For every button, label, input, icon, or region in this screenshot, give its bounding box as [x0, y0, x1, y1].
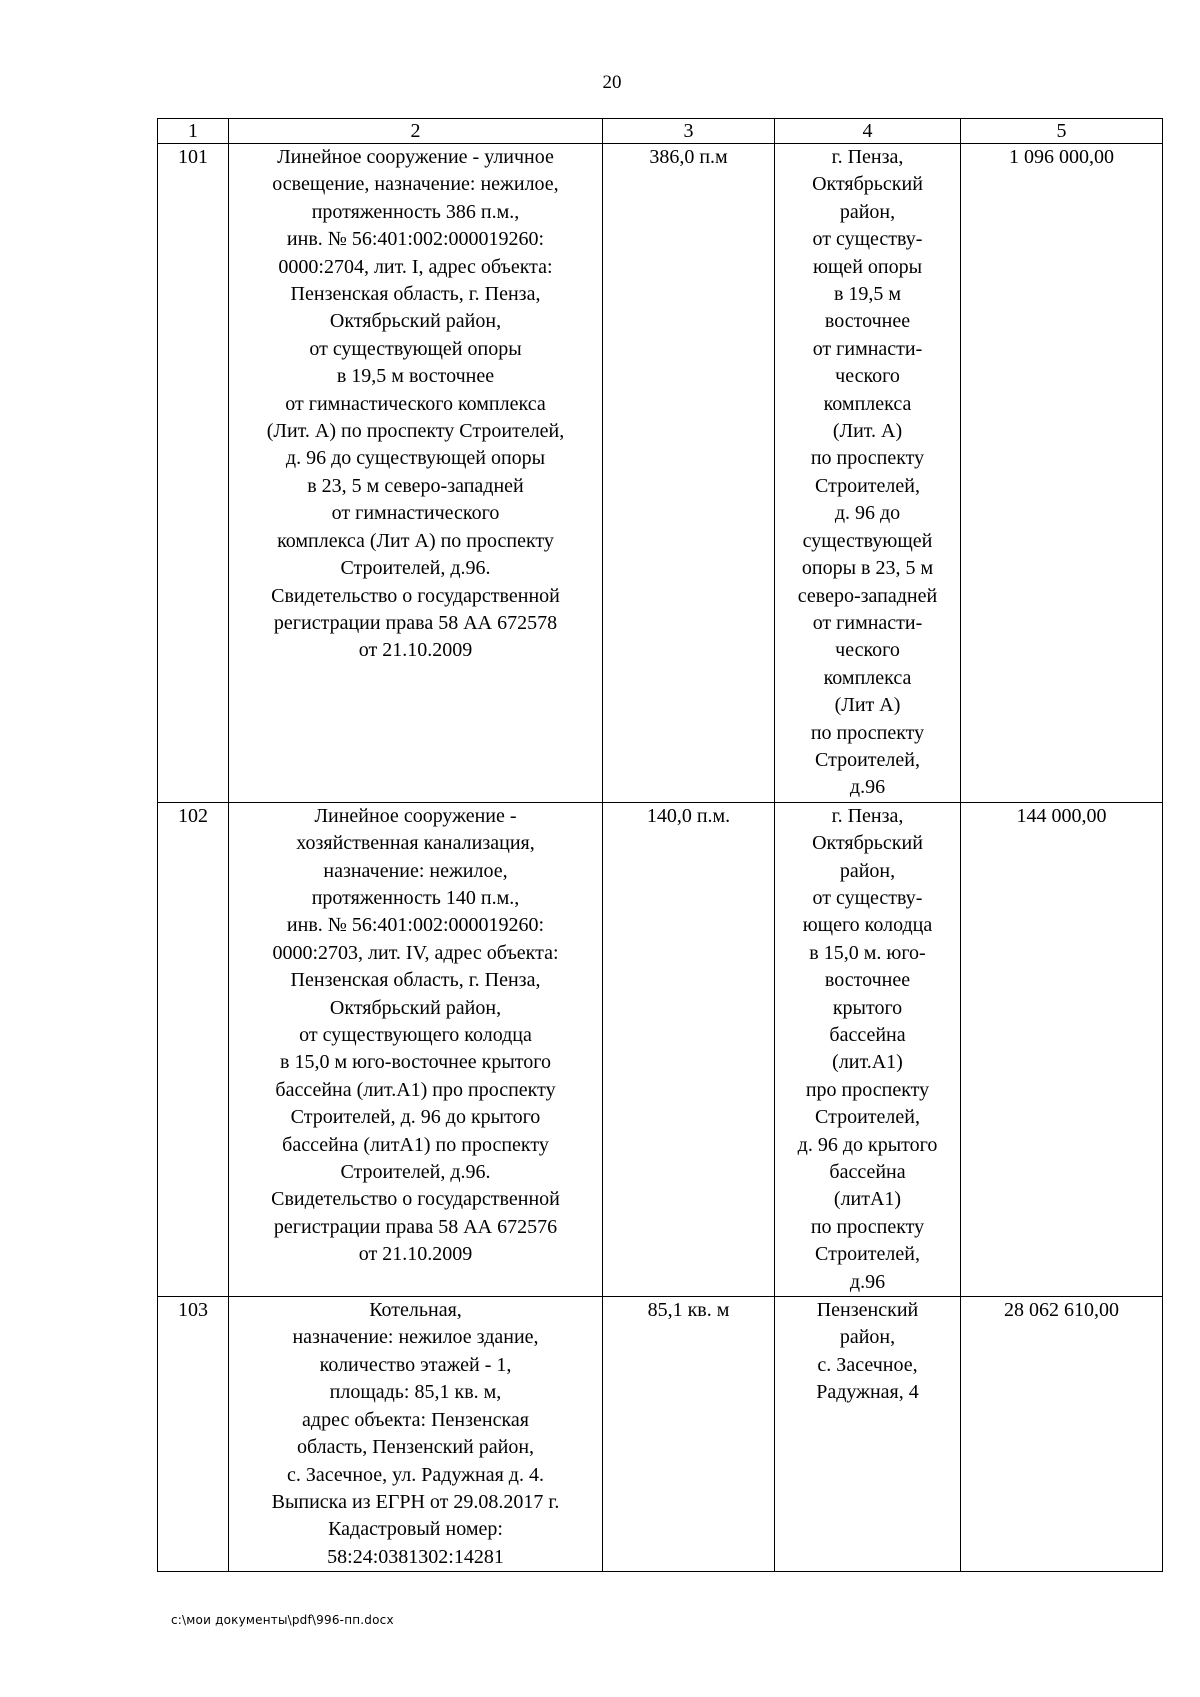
location-cell-line: по проспекту	[810, 721, 925, 744]
location-cell-line: в 19,5 м	[833, 283, 902, 306]
description-cell-line: от гимнастического	[331, 502, 500, 525]
footer-file-path: c:\мои документы\pdf\996-пп.docx	[171, 1613, 394, 1627]
location-cell-line: д. 96 до крытого	[797, 1133, 938, 1156]
description-cell-line: д. 96 до существующей опоры	[285, 447, 546, 470]
location-cell-line: от существу-	[812, 228, 923, 251]
location-cell-line: г. Пенза,	[831, 804, 904, 827]
header-col-3: 3	[603, 119, 775, 144]
header-col-1: 1	[158, 119, 229, 144]
location-cell-line: крытого	[832, 996, 903, 1019]
description-cell-line: Строителей, д. 96 до крытого	[290, 1106, 541, 1129]
description-cell-line: Выписка из ЕГРН от 29.08.2017 г.	[271, 1490, 560, 1513]
location-cell-line: (Лит. А)	[832, 420, 903, 443]
description-cell-line: Пензенская область, г. Пенза,	[290, 969, 541, 992]
location-cell-line: ющего колодца	[802, 914, 933, 937]
location-cell-line: Строителей,	[815, 1243, 920, 1266]
size-cell: 386,0 п.м	[603, 144, 775, 803]
location-cell-line: бассейна	[829, 1161, 906, 1184]
location-cell-line: Октябрьский	[812, 173, 923, 196]
location-cell-line: район,	[839, 200, 896, 223]
description-cell-line: инв. № 56:401:002:000019260:	[286, 228, 545, 251]
location-cell-line: Строителей,	[815, 474, 920, 497]
location-cell-line: по проспекту	[810, 1215, 925, 1238]
description-cell-line: в 19,5 м восточнее	[336, 365, 495, 388]
size-cell: 140,0 п.м.	[603, 802, 775, 1296]
description-cell-line: площадь: 85,1 кв. м,	[329, 1381, 502, 1404]
description-cell-line: Октябрьский район,	[329, 996, 502, 1019]
description-cell-line: бассейна (лит.А1) про проспекту	[275, 1078, 556, 1101]
location-cell-line: д.96	[849, 1270, 886, 1293]
description-cell-line: Октябрьский район,	[329, 310, 502, 333]
location-cell-line: от гимнасти-	[812, 611, 923, 634]
location-cell-line: от гимнасти-	[812, 337, 923, 360]
description-cell-line: Линейное сооружение -	[314, 804, 517, 827]
location-cell-line: д.96	[849, 776, 886, 799]
description-cell-line: протяженность 140 п.м.,	[311, 886, 520, 909]
location-cell-line: г. Пенза,	[831, 146, 904, 168]
row-number-cell: 101	[158, 144, 229, 803]
description-cell-line: комплекса (Лит А) по проспекту	[277, 529, 554, 552]
description-cell-line: 0000:2703, лит. IV, адрес объекта:	[272, 941, 559, 964]
row-number-cell: 102	[158, 802, 229, 1296]
description-cell-line: Линейное сооружение - уличное	[277, 146, 554, 168]
description-cell-line: количество этажей - 1,	[319, 1353, 512, 1376]
value-cell: 1 096 000,00	[961, 144, 1163, 803]
description-cell-line: освещение, назначение: нежилое,	[272, 173, 559, 196]
location-cell-line: бассейна	[829, 1024, 906, 1046]
location-cell-line: восточнее	[824, 310, 911, 333]
location-cell-line: Строителей,	[815, 1106, 920, 1129]
header-col-5: 5	[961, 119, 1163, 144]
description-cell	[229, 802, 603, 1296]
description-cell-line: регистрации права 58 АА 672576	[273, 1215, 558, 1238]
location-cell-line: (литА1)	[833, 1188, 902, 1211]
value-cell: 28 062 610,00	[961, 1297, 1163, 1572]
location-cell-line: (Лит А)	[834, 694, 901, 717]
description-cell-line: Котельная,	[369, 1299, 462, 1322]
description-cell-line: 0000:2704, лит. I, адрес объекта:	[278, 255, 553, 278]
description-cell-line: в 15,0 м юго-восточнее крытого	[280, 1051, 551, 1074]
description-cell-line: Строителей, д.96.	[340, 1161, 491, 1184]
location-cell	[775, 1297, 961, 1572]
description-cell	[229, 144, 603, 803]
description-cell-line: инв. № 56:401:002:000019260:	[286, 914, 545, 937]
location-cell	[775, 144, 961, 803]
location-cell-line: район,	[839, 859, 896, 882]
location-cell-line: комплекса	[823, 392, 912, 415]
description-cell-line: Свидетельство о государственной	[271, 584, 560, 607]
description-cell-line: адрес объекта: Пензенская	[302, 1408, 529, 1431]
description-cell-line: от существующей опоры	[309, 337, 522, 360]
description-cell-line: Свидетельство о государственной	[271, 1188, 560, 1211]
table-row	[158, 802, 1163, 1296]
description-cell-line: от 21.10.2009	[358, 1243, 473, 1266]
location-cell-line: восточнее	[824, 969, 911, 992]
header-row	[158, 119, 1163, 144]
description-cell-line: с. Засечное, ул. Радужная д. 4.	[287, 1463, 544, 1486]
location-cell-line: северо-западней	[797, 584, 938, 607]
header-col-4: 4	[775, 119, 961, 144]
location-cell-line: по проспекту	[810, 447, 925, 470]
location-cell-line: Пензенский	[816, 1299, 919, 1322]
page-number: 20	[602, 72, 622, 93]
size-cell: 85,1 кв. м	[603, 1297, 775, 1572]
description-cell-line: область, Пензенский район,	[296, 1436, 535, 1459]
property-table	[157, 118, 1163, 1572]
description-cell-line: Строителей, д.96.	[340, 557, 491, 580]
description-cell-line: (Лит. А) по проспекту Строителей,	[266, 420, 565, 443]
table-row	[158, 1297, 1163, 1572]
location-cell-line: район,	[839, 1326, 896, 1349]
value-cell: 144 000,00	[961, 802, 1163, 1296]
location-cell-line: комплекса	[823, 666, 912, 689]
description-cell-line: в 23, 5 м северо-западней	[307, 474, 524, 497]
location-cell-line: с. Засечное,	[817, 1353, 918, 1376]
description-cell-line: регистрации права 58 АА 672578	[273, 611, 558, 634]
location-cell	[775, 802, 961, 1296]
location-cell-line: Строителей,	[815, 748, 920, 771]
location-cell-line: ческого	[835, 365, 900, 388]
description-cell-line: Кадастровый номер:	[328, 1518, 503, 1541]
location-cell-line: существующей	[802, 529, 933, 552]
location-cell-line: про проспекту	[805, 1078, 930, 1101]
location-cell-line: ющей опоры	[812, 255, 923, 278]
location-cell-line: в 15,0 м. юго-	[809, 941, 926, 964]
location-cell-line: Радужная, 4	[816, 1381, 919, 1404]
description-cell-line: от 21.10.2009	[358, 639, 473, 662]
description-cell-line: назначение: нежилое здание,	[292, 1326, 539, 1349]
location-cell-line: д. 96 до	[834, 502, 901, 525]
description-cell-line: бассейна (литА1) по проспекту	[282, 1133, 549, 1156]
description-cell-line: 58:24:0381302:14281	[327, 1545, 504, 1568]
description-cell-line: от существующего колодца	[299, 1024, 532, 1046]
location-cell-line: опоры в 23, 5 м	[801, 557, 934, 580]
location-cell-line: от существу-	[812, 886, 923, 909]
description-cell	[229, 1297, 603, 1572]
location-cell-line: (лит.А1)	[832, 1051, 903, 1074]
description-cell-line: назначение: нежилое,	[323, 859, 508, 882]
row-number-cell: 103	[158, 1297, 229, 1572]
table-row	[158, 144, 1163, 803]
header-col-2: 2	[229, 119, 603, 144]
description-cell-line: Пензенская область, г. Пенза,	[290, 283, 541, 306]
location-cell-line: Октябрьский	[812, 832, 923, 855]
description-cell-line: протяженность 386 п.м.,	[311, 200, 520, 223]
description-cell-line: хозяйственная канализация,	[296, 832, 535, 855]
description-cell-line: от гимнастического комплекса	[285, 392, 546, 415]
location-cell-line: ческого	[835, 639, 900, 662]
